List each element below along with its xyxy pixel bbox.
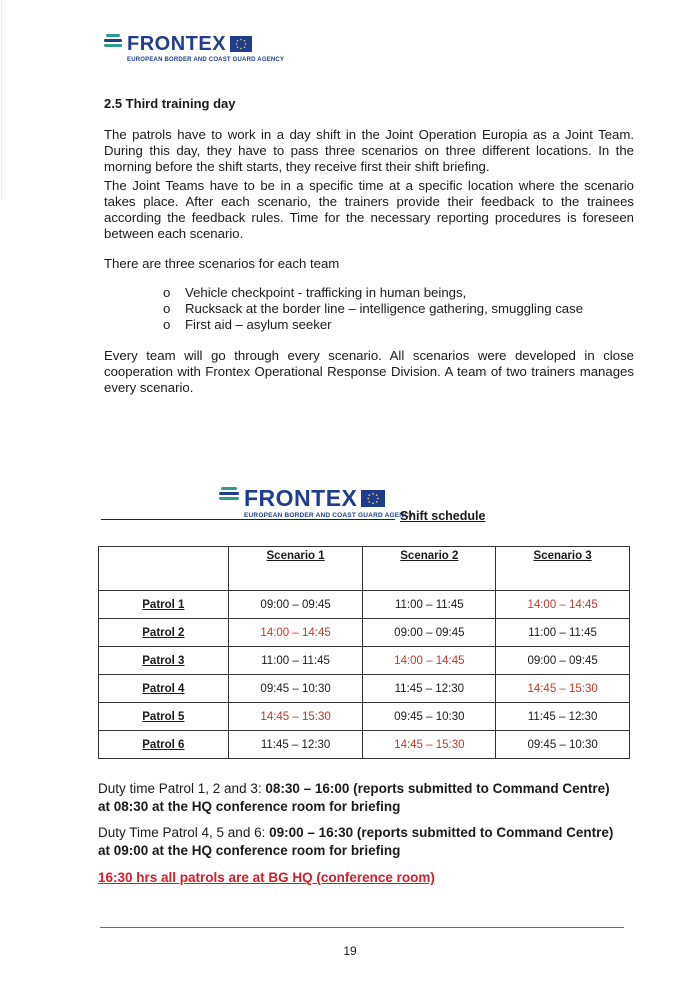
patrol-cell: Patrol 5 — [99, 703, 229, 731]
time-slot-cell: 09:00 – 09:45 — [363, 619, 496, 647]
bullet-icon: o — [163, 285, 171, 300]
patrol-cell: Patrol 4 — [99, 675, 229, 703]
patrol-cell: Patrol 2 — [99, 619, 229, 647]
paragraph-every-team: Every team will go through every scenario. All scenarios were developed in close cooperation with Frontex Operational Response Division. A team of two trainers manages every scenario. — [104, 348, 634, 395]
patrol-cell: Patrol 3 — [99, 647, 229, 675]
time-slot-cell: 09:00 – 09:45 — [228, 591, 363, 619]
table-row — [99, 731, 630, 759]
logo-subtitle: EUROPEAN BORDER AND COAST GUARD AGENCY — [244, 512, 414, 519]
duty-time-group-1: Duty time Patrol 1, 2 and 3: 08:30 – 16:00 (reports submitted to Command Centre) at 08:30 at the HQ conference room for briefing — [98, 781, 610, 814]
eu-flag-icon — [230, 36, 252, 52]
time-slot-cell: 14:45 – 15:30 — [363, 731, 496, 759]
duty-time-group-2: Duty Time Patrol 4, 5 and 6: 09:00 – 16:30 (reports submitted to Command Centre) at 09:00 at the HQ conference room for briefing — [98, 825, 614, 858]
footer-rule — [100, 927, 624, 928]
table-row — [99, 619, 630, 647]
column-header: Scenario 2 — [363, 547, 496, 591]
time-slot-cell: 09:00 – 09:45 — [496, 647, 630, 675]
patrol-cell: Patrol 6 — [99, 731, 229, 759]
time-slot-cell: 14:45 – 15:30 — [228, 703, 363, 731]
column-header: Scenario 1 — [228, 547, 363, 591]
time-slot-cell: 11:00 – 11:45 — [228, 647, 363, 675]
paragraph-joint-teams: The Joint Teams have to be in a specific time at a specific location where the scenario takes place. After each scenario, the trainers provide their feedback to the trainees according the feedback rules. Time for the necessary reporting procedures is foreseen between each scenario. — [104, 178, 634, 241]
empty-header-cell — [99, 547, 229, 591]
table-row — [99, 703, 630, 731]
eu-flag-icon — [361, 490, 385, 507]
list-item: o Vehicle checkpoint - trafficking in human beings, — [163, 285, 467, 300]
time-slot-cell: 09:45 – 10:30 — [363, 703, 496, 731]
page-number: 19 — [343, 944, 357, 958]
logo-wordmark: FRONTEX — [127, 33, 227, 55]
shift-schedule-table — [98, 546, 630, 759]
time-slot-cell: 14:45 – 15:30 — [496, 675, 630, 703]
frontex-waves-icon — [219, 487, 239, 500]
patrol-cell: Patrol 1 — [99, 591, 229, 619]
time-slot-cell: 14:00 – 14:45 — [363, 647, 496, 675]
frontex-logo-schedule — [219, 487, 414, 519]
bullet-icon: o — [163, 301, 171, 316]
schedule-title: Shift schedule — [400, 509, 486, 523]
time-slot-cell: 14:00 – 14:45 — [496, 591, 630, 619]
frontex-waves-icon — [104, 34, 122, 47]
logo-subtitle: EUROPEAN BORDER AND COAST GUARD AGENCY — [127, 57, 285, 63]
table-row — [99, 647, 630, 675]
scenario-list — [163, 285, 583, 333]
time-slot-cell: 11:00 – 11:45 — [363, 591, 496, 619]
time-slot-cell: 09:45 – 10:30 — [228, 675, 363, 703]
bullet-icon: o — [163, 317, 171, 332]
table-row — [99, 675, 630, 703]
time-slot-cell: 11:45 – 12:30 — [496, 703, 630, 731]
time-slot-cell: 11:45 – 12:30 — [363, 675, 496, 703]
time-slot-cell: 14:00 – 14:45 — [228, 619, 363, 647]
time-slot-cell: 11:00 – 11:45 — [496, 619, 630, 647]
scenarios-intro: There are three scenarios for each team — [104, 256, 340, 271]
section-heading: 2.5 Third training day — [104, 96, 236, 111]
scan-edge — [1, 0, 2, 200]
paragraph-shift: The patrols have to work in a day shift in the Joint Operation Europia as a Joint Team. During this day, they have to pass three scenarios on three different locations. In the morning before the shift starts, they receive first their shift briefing. — [104, 127, 634, 174]
time-slot-cell: 11:45 – 12:30 — [228, 731, 363, 759]
frontex-logo-header — [104, 34, 284, 63]
column-header: Scenario 3 — [496, 547, 630, 591]
table-row — [99, 591, 630, 619]
time-slot-cell: 09:45 – 10:30 — [496, 731, 630, 759]
list-item: o First aid – asylum seeker — [163, 317, 332, 332]
logo-wordmark: FRONTEX — [244, 485, 358, 511]
schedule-rule — [101, 519, 395, 520]
table-header-row — [99, 547, 630, 591]
list-item: o Rucksack at the border line – intelligence gathering, smuggling case — [163, 301, 584, 316]
assembly-note: 16:30 hrs all patrols are at BG HQ (conference room) — [98, 870, 435, 885]
